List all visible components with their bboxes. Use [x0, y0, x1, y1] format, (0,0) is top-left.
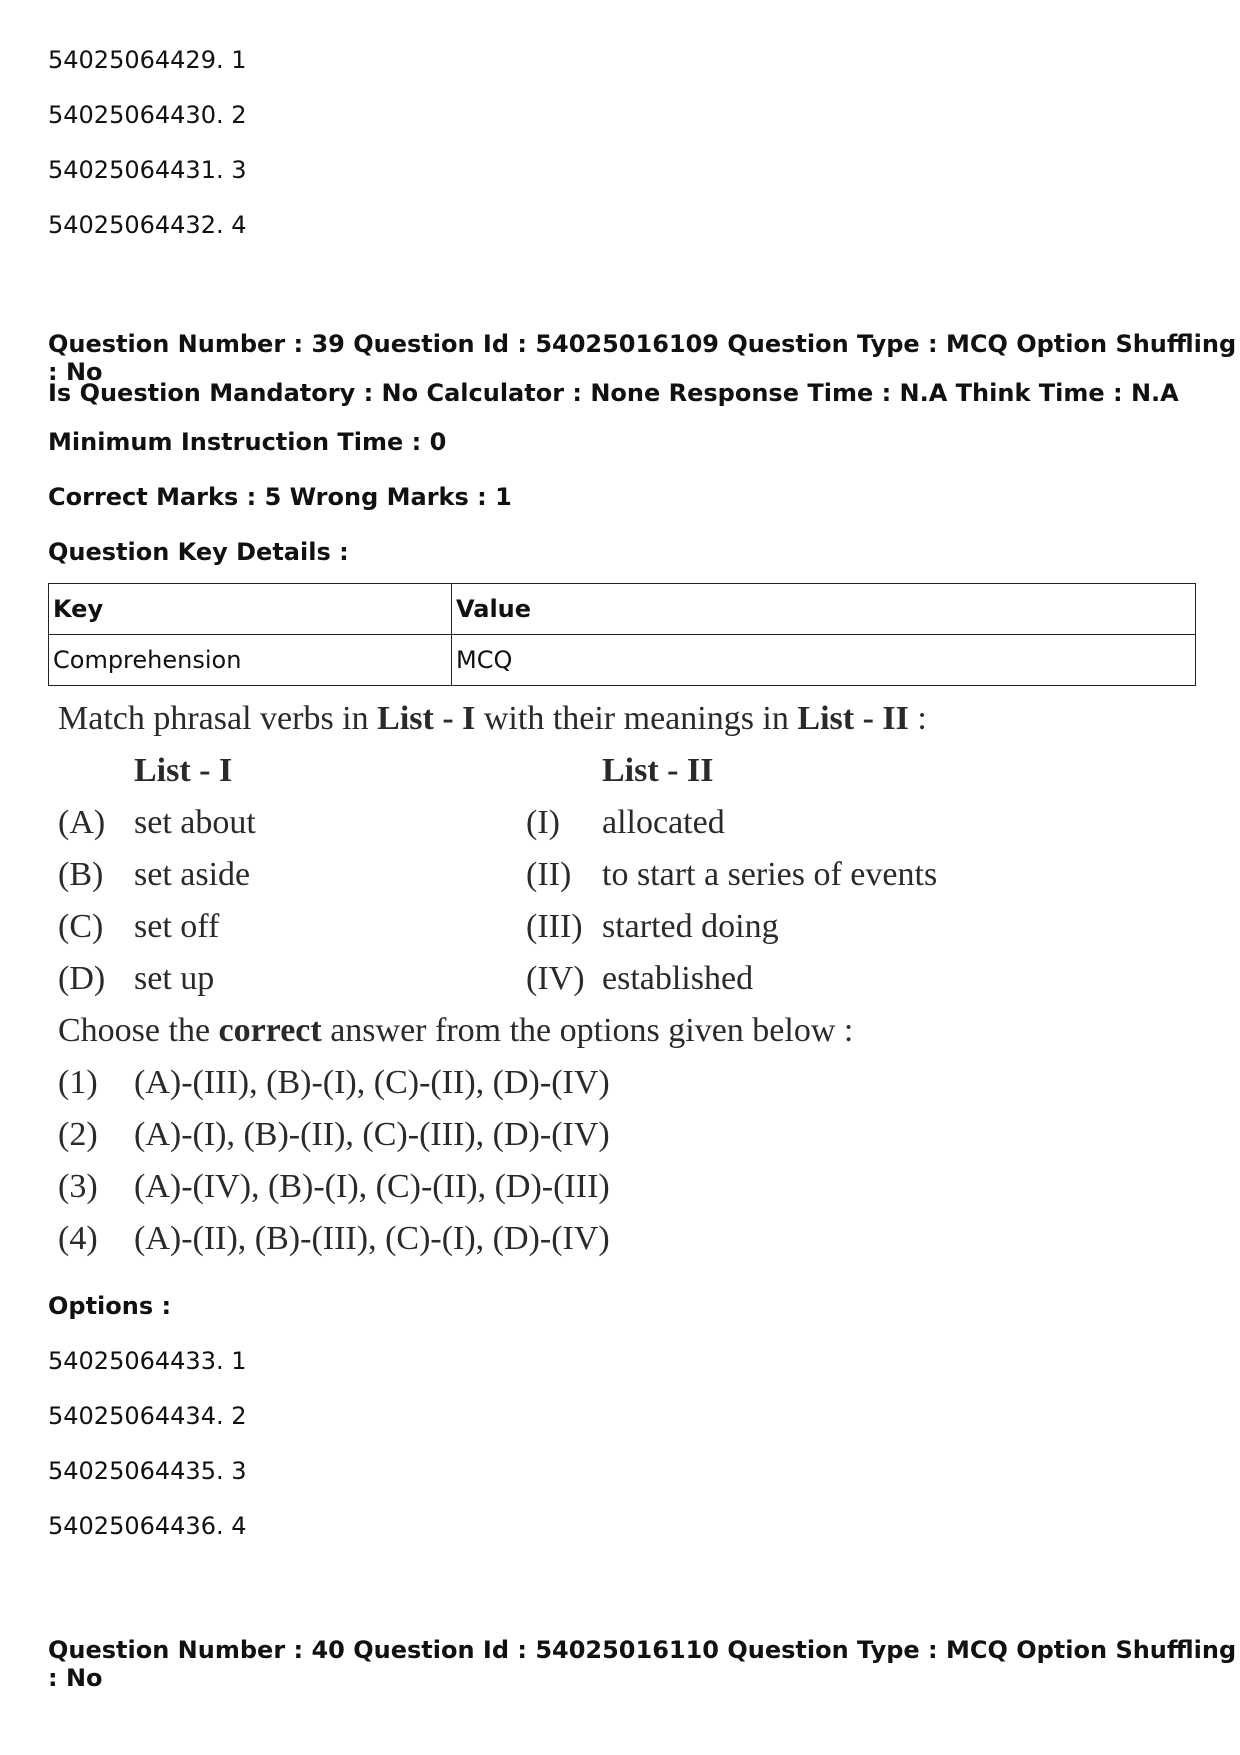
- table-cell-key: Comprehension: [49, 635, 452, 686]
- table-header-key: Key: [49, 584, 452, 635]
- row-i-text: allocated: [602, 804, 725, 841]
- row-c-text: set off: [134, 908, 220, 945]
- prev-option-2: 54025064430. 2: [48, 101, 247, 129]
- table-header-value: Value: [452, 584, 1196, 635]
- table-row: [49, 635, 1196, 686]
- answer-4-num: (4): [58, 1220, 98, 1257]
- options-label: Options :: [48, 1292, 172, 1320]
- intro-list2: List - II: [797, 700, 909, 737]
- table-cell-value: MCQ: [452, 635, 1196, 686]
- answer-3-num: (3): [58, 1168, 98, 1205]
- choose-text-post: answer from the options given below :: [321, 1012, 854, 1049]
- list1-title: List - I: [134, 752, 233, 789]
- list2-title: List - II: [602, 752, 714, 789]
- row-c-label: (C): [58, 908, 104, 945]
- intro-list1: List - I: [377, 700, 476, 737]
- question-header-line2: Is Question Mandatory : No Calculator : None Response Time : N.A Think Time : N.A: [48, 379, 1179, 407]
- answer-2-num: (2): [58, 1116, 98, 1153]
- row-iv-text: established: [602, 960, 754, 997]
- answer-1-text: (A)-(III), (B)-(I), (C)-(II), (D)-(IV): [134, 1064, 610, 1101]
- key-details-label: Question Key Details :: [48, 538, 349, 566]
- row-ii-text: to start a series of events: [602, 856, 938, 893]
- answer-1-num: (1): [58, 1064, 98, 1101]
- question-intro: [58, 700, 927, 738]
- row-b-text: set aside: [134, 856, 251, 893]
- answer-4-text: (A)-(II), (B)-(III), (C)-(I), (D)-(IV): [134, 1220, 610, 1257]
- prev-option-1: 54025064429. 1: [48, 46, 247, 74]
- row-i-label: (I): [526, 804, 560, 841]
- intro-text-post: :: [908, 700, 927, 737]
- row-ii-label: (II): [526, 856, 572, 893]
- prev-option-3: 54025064431. 3: [48, 156, 247, 184]
- choose-instruction: [58, 1012, 853, 1050]
- intro-text: Match phrasal verbs in: [58, 700, 378, 737]
- key-details-table: [48, 583, 1196, 686]
- next-question-header: Question Number : 40 Question Id : 54025016110 Question Type : MCQ Option Shuffling : No: [48, 1636, 1237, 1692]
- row-a-text: set about: [134, 804, 256, 841]
- question-marks: Correct Marks : 5 Wrong Marks : 1: [48, 483, 512, 511]
- option-3: 54025064435. 3: [48, 1457, 247, 1485]
- row-d-text: set up: [134, 960, 215, 997]
- table-row: [49, 584, 1196, 635]
- option-4: 54025064436. 4: [48, 1512, 247, 1540]
- row-iii-label: (III): [526, 908, 583, 945]
- answer-2-text: (A)-(I), (B)-(II), (C)-(III), (D)-(IV): [134, 1116, 610, 1153]
- prev-option-4: 54025064432. 4: [48, 211, 247, 239]
- row-iii-text: started doing: [602, 908, 779, 945]
- answer-3-text: (A)-(IV), (B)-(I), (C)-(II), (D)-(III): [134, 1168, 610, 1205]
- question-header-line1: Question Number : 39 Question Id : 54025016109 Question Type : MCQ Option Shuffling : No: [48, 330, 1237, 386]
- option-1: 54025064433. 1: [48, 1347, 247, 1375]
- row-iv-label: (IV): [526, 960, 585, 997]
- row-d-label: (D): [58, 960, 106, 997]
- option-2: 54025064434. 2: [48, 1402, 247, 1430]
- question-header-line3: Minimum Instruction Time : 0: [48, 428, 447, 456]
- choose-bold: correct: [218, 1012, 322, 1049]
- row-a-label: (A): [58, 804, 106, 841]
- choose-text: Choose the: [58, 1012, 219, 1049]
- row-b-label: (B): [58, 856, 104, 893]
- intro-text-mid: with their meanings in: [475, 700, 798, 737]
